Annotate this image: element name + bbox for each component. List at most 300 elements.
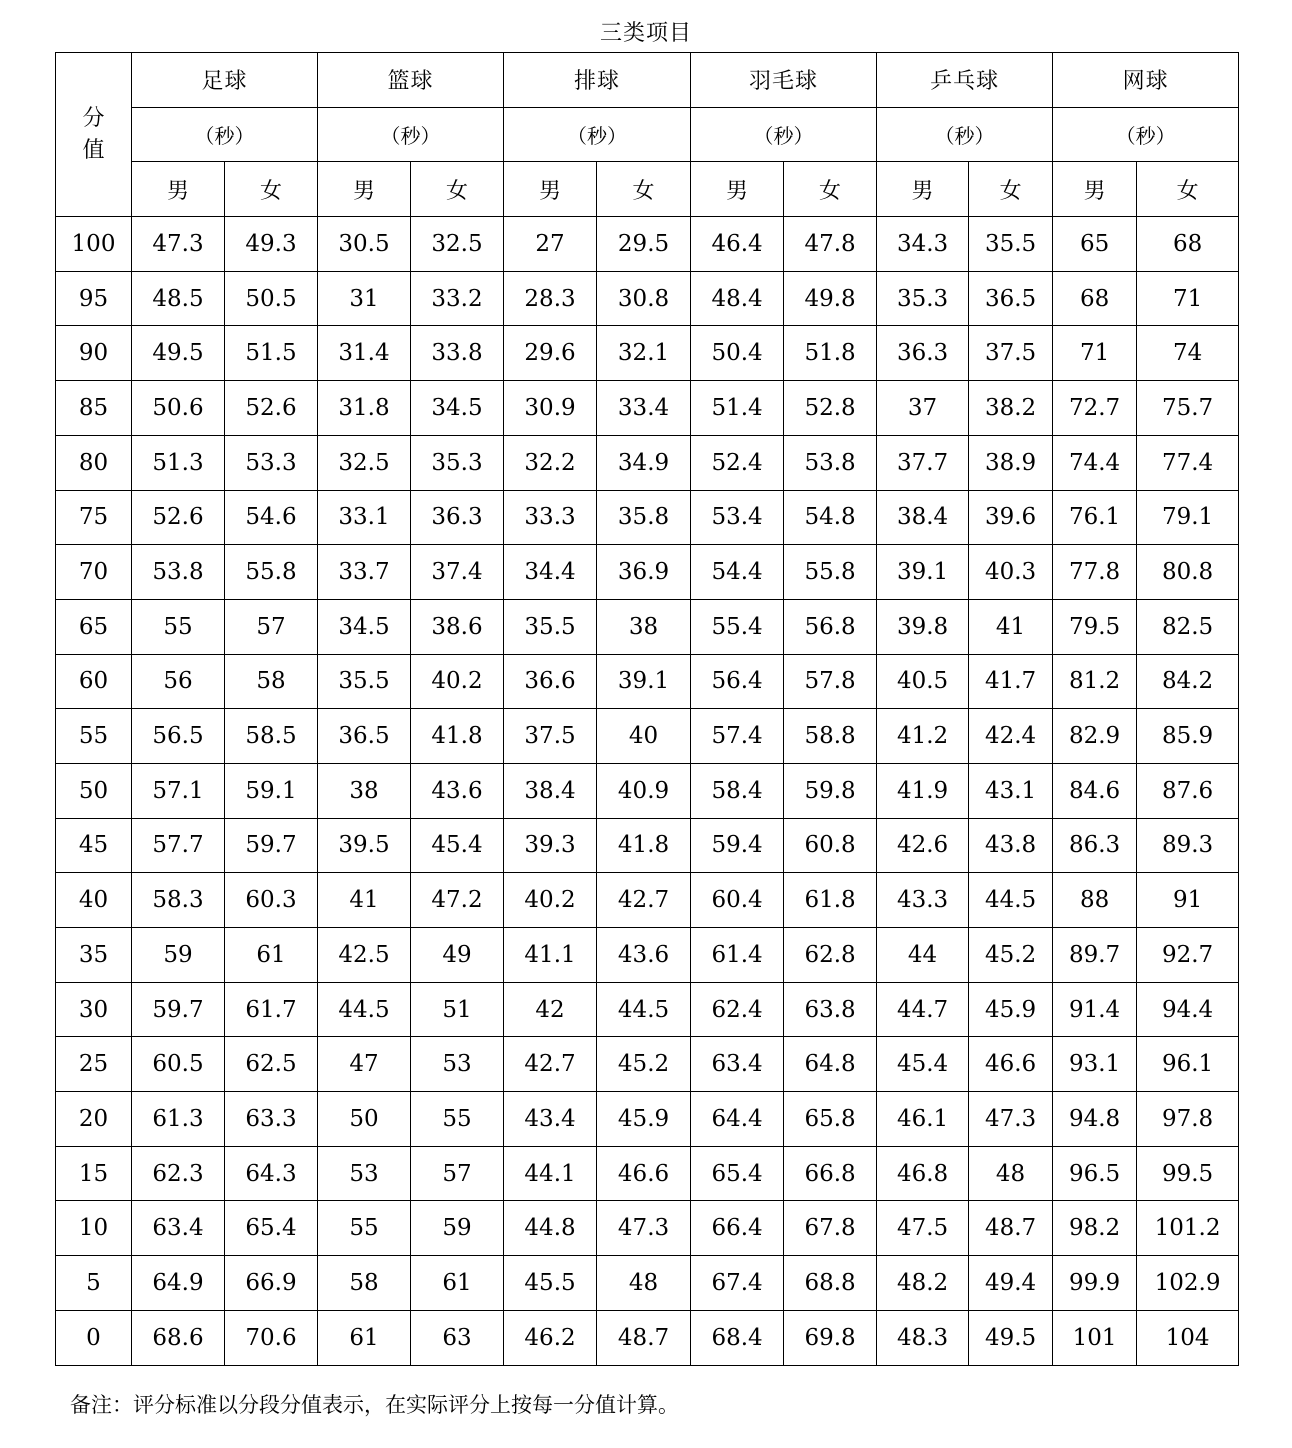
- value-cell: 41.7: [969, 654, 1053, 709]
- value-cell: 30.5: [318, 217, 411, 272]
- value-cell: 68: [1137, 217, 1239, 272]
- value-cell: 65.4: [691, 1146, 784, 1201]
- value-cell: 67.4: [691, 1256, 784, 1311]
- value-cell: 43.4: [504, 1092, 597, 1147]
- value-cell: 64.9: [132, 1256, 225, 1311]
- value-cell: 50: [318, 1092, 411, 1147]
- value-cell: 40.5: [877, 654, 969, 709]
- value-cell: 91.4: [1053, 982, 1137, 1037]
- table-row: [56, 763, 1239, 818]
- value-cell: 36.3: [877, 326, 969, 381]
- value-cell: 62.3: [132, 1146, 225, 1201]
- value-cell: 34.5: [318, 599, 411, 654]
- table-row: [56, 1310, 1239, 1365]
- value-cell: 66.9: [225, 1256, 318, 1311]
- header-row-units: [56, 107, 1239, 162]
- value-cell: 60.8: [784, 818, 877, 873]
- value-cell: 101.2: [1137, 1201, 1239, 1256]
- value-cell: 45.2: [969, 928, 1053, 983]
- table-row: [56, 599, 1239, 654]
- value-cell: 60.4: [691, 873, 784, 928]
- table-row: [56, 654, 1239, 709]
- value-cell: 46.4: [691, 217, 784, 272]
- table-row: [56, 217, 1239, 272]
- value-cell: 37.5: [969, 326, 1053, 381]
- value-cell: 67.8: [784, 1201, 877, 1256]
- sport-header: 篮球: [318, 53, 504, 108]
- value-cell: 34.4: [504, 545, 597, 600]
- value-cell: 44: [877, 928, 969, 983]
- value-cell: 61.4: [691, 928, 784, 983]
- table-row: [56, 435, 1239, 490]
- value-cell: 42.7: [504, 1037, 597, 1092]
- value-cell: 32.5: [318, 435, 411, 490]
- score-table-body: [56, 53, 1239, 1366]
- value-cell: 53.4: [691, 490, 784, 545]
- value-cell: 31.4: [318, 326, 411, 381]
- value-cell: 29.5: [597, 217, 691, 272]
- value-cell: 64.3: [225, 1146, 318, 1201]
- value-cell: 57.7: [132, 818, 225, 873]
- unit-label: （秒）: [877, 107, 1053, 162]
- value-cell: 57.1: [132, 763, 225, 818]
- value-cell: 33.7: [318, 545, 411, 600]
- value-cell: 34.5: [411, 381, 504, 436]
- value-cell: 35.3: [411, 435, 504, 490]
- value-cell: 42.7: [597, 873, 691, 928]
- value-cell: 30.8: [597, 271, 691, 326]
- score-header-char: 分: [82, 105, 105, 131]
- value-cell: 40: [597, 709, 691, 764]
- value-cell: 49.3: [225, 217, 318, 272]
- value-cell: 86.3: [1053, 818, 1137, 873]
- value-cell: 38.6: [411, 599, 504, 654]
- value-cell: 55.4: [691, 599, 784, 654]
- value-cell: 72.7: [1053, 381, 1137, 436]
- table-row: [56, 545, 1239, 600]
- score-cell: 10: [56, 1201, 132, 1256]
- value-cell: 33.3: [504, 490, 597, 545]
- value-cell: 40.2: [411, 654, 504, 709]
- value-cell: 59.7: [132, 982, 225, 1037]
- value-cell: 41.9: [877, 763, 969, 818]
- score-cell: 40: [56, 873, 132, 928]
- value-cell: 43.6: [411, 763, 504, 818]
- value-cell: 39.6: [969, 490, 1053, 545]
- value-cell: 36.5: [318, 709, 411, 764]
- unit-label: （秒）: [691, 107, 877, 162]
- value-cell: 51.4: [691, 381, 784, 436]
- value-cell: 61.7: [225, 982, 318, 1037]
- value-cell: 49.4: [969, 1256, 1053, 1311]
- value-cell: 48.7: [597, 1310, 691, 1365]
- value-cell: 52.8: [784, 381, 877, 436]
- value-cell: 49.8: [784, 271, 877, 326]
- value-cell: 58.5: [225, 709, 318, 764]
- value-cell: 74.4: [1053, 435, 1137, 490]
- value-cell: 41.8: [597, 818, 691, 873]
- value-cell: 48: [969, 1146, 1053, 1201]
- value-cell: 39.8: [877, 599, 969, 654]
- table-row: [56, 928, 1239, 983]
- score-cell: 0: [56, 1310, 132, 1365]
- value-cell: 57.8: [784, 654, 877, 709]
- value-cell: 43.8: [969, 818, 1053, 873]
- female-header: 女: [1137, 162, 1239, 217]
- value-cell: 37: [877, 381, 969, 436]
- score-table: [55, 52, 1239, 1366]
- value-cell: 48.4: [691, 271, 784, 326]
- value-cell: 32.5: [411, 217, 504, 272]
- value-cell: 98.2: [1053, 1201, 1137, 1256]
- value-cell: 55: [132, 599, 225, 654]
- unit-label: （秒）: [504, 107, 691, 162]
- value-cell: 44.8: [504, 1201, 597, 1256]
- value-cell: 99.9: [1053, 1256, 1137, 1311]
- value-cell: 75.7: [1137, 381, 1239, 436]
- value-cell: 46.6: [597, 1146, 691, 1201]
- value-cell: 84.6: [1053, 763, 1137, 818]
- score-cell: 95: [56, 271, 132, 326]
- value-cell: 58: [225, 654, 318, 709]
- value-cell: 45.4: [411, 818, 504, 873]
- value-cell: 27: [504, 217, 597, 272]
- value-cell: 71: [1137, 271, 1239, 326]
- value-cell: 50.5: [225, 271, 318, 326]
- value-cell: 35.8: [597, 490, 691, 545]
- male-header: 男: [318, 162, 411, 217]
- value-cell: 51.8: [784, 326, 877, 381]
- value-cell: 41.8: [411, 709, 504, 764]
- value-cell: 45.5: [504, 1256, 597, 1311]
- score-column-header: [56, 53, 132, 217]
- value-cell: 94.4: [1137, 982, 1239, 1037]
- score-cell: 65: [56, 599, 132, 654]
- value-cell: 88: [1053, 873, 1137, 928]
- value-cell: 49.5: [132, 326, 225, 381]
- value-cell: 104: [1137, 1310, 1239, 1365]
- score-cell: 50: [56, 763, 132, 818]
- footnote: 备注：评分标准以分段分值表示，在实际评分上按每一分值计算。: [70, 1393, 679, 1417]
- table-row: [56, 1256, 1239, 1311]
- value-cell: 53.8: [784, 435, 877, 490]
- value-cell: 52.6: [132, 490, 225, 545]
- value-cell: 34.3: [877, 217, 969, 272]
- score-cell: 75: [56, 490, 132, 545]
- value-cell: 43.3: [877, 873, 969, 928]
- score-cell: 45: [56, 818, 132, 873]
- value-cell: 35.5: [969, 217, 1053, 272]
- value-cell: 28.3: [504, 271, 597, 326]
- value-cell: 81.2: [1053, 654, 1137, 709]
- value-cell: 66.8: [784, 1146, 877, 1201]
- sport-header: 排球: [504, 53, 691, 108]
- value-cell: 38: [597, 599, 691, 654]
- score-cell: 90: [56, 326, 132, 381]
- value-cell: 61: [225, 928, 318, 983]
- value-cell: 65.8: [784, 1092, 877, 1147]
- score-cell: 100: [56, 217, 132, 272]
- table-title: 三类项目: [599, 21, 692, 46]
- value-cell: 36.6: [504, 654, 597, 709]
- table-row: [56, 490, 1239, 545]
- value-cell: 51.3: [132, 435, 225, 490]
- value-cell: 42.6: [877, 818, 969, 873]
- sport-header: 网球: [1053, 53, 1239, 108]
- sport-header: 足球: [132, 53, 318, 108]
- value-cell: 39.1: [597, 654, 691, 709]
- value-cell: 99.5: [1137, 1146, 1239, 1201]
- value-cell: 47.3: [969, 1092, 1053, 1147]
- score-cell: 35: [56, 928, 132, 983]
- score-cell: 20: [56, 1092, 132, 1147]
- score-cell: 70: [56, 545, 132, 600]
- value-cell: 89.7: [1053, 928, 1137, 983]
- value-cell: 35.5: [504, 599, 597, 654]
- value-cell: 42: [504, 982, 597, 1037]
- table-row: [56, 818, 1239, 873]
- value-cell: 96.1: [1137, 1037, 1239, 1092]
- value-cell: 48.7: [969, 1201, 1053, 1256]
- value-cell: 55: [318, 1201, 411, 1256]
- value-cell: 69.8: [784, 1310, 877, 1365]
- value-cell: 61: [411, 1256, 504, 1311]
- value-cell: 47.2: [411, 873, 504, 928]
- value-cell: 55.8: [225, 545, 318, 600]
- value-cell: 97.8: [1137, 1092, 1239, 1147]
- value-cell: 44.5: [318, 982, 411, 1037]
- value-cell: 102.9: [1137, 1256, 1239, 1311]
- value-cell: 58: [318, 1256, 411, 1311]
- value-cell: 68: [1053, 271, 1137, 326]
- value-cell: 61: [318, 1310, 411, 1365]
- value-cell: 96.5: [1053, 1146, 1137, 1201]
- value-cell: 58.8: [784, 709, 877, 764]
- value-cell: 63: [411, 1310, 504, 1365]
- value-cell: 44.5: [597, 982, 691, 1037]
- value-cell: 58.4: [691, 763, 784, 818]
- value-cell: 59.7: [225, 818, 318, 873]
- value-cell: 56.8: [784, 599, 877, 654]
- value-cell: 80.8: [1137, 545, 1239, 600]
- value-cell: 66.4: [691, 1201, 784, 1256]
- value-cell: 49.5: [969, 1310, 1053, 1365]
- value-cell: 45.9: [597, 1092, 691, 1147]
- value-cell: 71: [1053, 326, 1137, 381]
- value-cell: 63.4: [132, 1201, 225, 1256]
- value-cell: 65: [1053, 217, 1137, 272]
- score-cell: 60: [56, 654, 132, 709]
- value-cell: 46.1: [877, 1092, 969, 1147]
- score-cell: 85: [56, 381, 132, 436]
- value-cell: 33.1: [318, 490, 411, 545]
- table-row: [56, 709, 1239, 764]
- value-cell: 41: [969, 599, 1053, 654]
- value-cell: 54.4: [691, 545, 784, 600]
- value-cell: 59.4: [691, 818, 784, 873]
- value-cell: 58.3: [132, 873, 225, 928]
- value-cell: 59.8: [784, 763, 877, 818]
- value-cell: 47.3: [597, 1201, 691, 1256]
- value-cell: 42.4: [969, 709, 1053, 764]
- value-cell: 50.6: [132, 381, 225, 436]
- value-cell: 82.5: [1137, 599, 1239, 654]
- female-header: 女: [225, 162, 318, 217]
- value-cell: 52.6: [225, 381, 318, 436]
- value-cell: 35.3: [877, 271, 969, 326]
- value-cell: 53.3: [225, 435, 318, 490]
- value-cell: 49: [411, 928, 504, 983]
- value-cell: 38.9: [969, 435, 1053, 490]
- value-cell: 36.5: [969, 271, 1053, 326]
- value-cell: 43.6: [597, 928, 691, 983]
- value-cell: 64.8: [784, 1037, 877, 1092]
- header-row-gender: [56, 162, 1239, 217]
- value-cell: 92.7: [1137, 928, 1239, 983]
- value-cell: 44.5: [969, 873, 1053, 928]
- value-cell: 46.8: [877, 1146, 969, 1201]
- value-cell: 70.6: [225, 1310, 318, 1365]
- table-row: [56, 1037, 1239, 1092]
- table-row: [56, 271, 1239, 326]
- value-cell: 30.9: [504, 381, 597, 436]
- value-cell: 32.1: [597, 326, 691, 381]
- value-cell: 65.4: [225, 1201, 318, 1256]
- value-cell: 38.2: [969, 381, 1053, 436]
- value-cell: 55: [411, 1092, 504, 1147]
- value-cell: 37.4: [411, 545, 504, 600]
- value-cell: 40.3: [969, 545, 1053, 600]
- value-cell: 45.4: [877, 1037, 969, 1092]
- unit-label: （秒）: [1053, 107, 1239, 162]
- value-cell: 76.1: [1053, 490, 1137, 545]
- value-cell: 41: [318, 873, 411, 928]
- male-header: 男: [132, 162, 225, 217]
- value-cell: 35.5: [318, 654, 411, 709]
- female-header: 女: [411, 162, 504, 217]
- female-header: 女: [784, 162, 877, 217]
- value-cell: 37.5: [504, 709, 597, 764]
- score-cell: 25: [56, 1037, 132, 1092]
- value-cell: 79.5: [1053, 599, 1137, 654]
- value-cell: 59: [411, 1201, 504, 1256]
- unit-label: （秒）: [132, 107, 318, 162]
- value-cell: 47.5: [877, 1201, 969, 1256]
- table-row: [56, 1201, 1239, 1256]
- value-cell: 56: [132, 654, 225, 709]
- value-cell: 79.1: [1137, 490, 1239, 545]
- value-cell: 62.4: [691, 982, 784, 1037]
- value-cell: 60.5: [132, 1037, 225, 1092]
- value-cell: 40.2: [504, 873, 597, 928]
- value-cell: 93.1: [1053, 1037, 1137, 1092]
- value-cell: 48.5: [132, 271, 225, 326]
- value-cell: 44.7: [877, 982, 969, 1037]
- table-row: [56, 1146, 1239, 1201]
- value-cell: 85.9: [1137, 709, 1239, 764]
- value-cell: 36.9: [597, 545, 691, 600]
- value-cell: 57.4: [691, 709, 784, 764]
- value-cell: 40.9: [597, 763, 691, 818]
- value-cell: 47: [318, 1037, 411, 1092]
- value-cell: 63.3: [225, 1092, 318, 1147]
- value-cell: 84.2: [1137, 654, 1239, 709]
- value-cell: 51.5: [225, 326, 318, 381]
- value-cell: 62.8: [784, 928, 877, 983]
- table-row: [56, 1092, 1239, 1147]
- value-cell: 44.1: [504, 1146, 597, 1201]
- value-cell: 63.4: [691, 1037, 784, 1092]
- value-cell: 29.6: [504, 326, 597, 381]
- value-cell: 68.8: [784, 1256, 877, 1311]
- value-cell: 38.4: [877, 490, 969, 545]
- value-cell: 59.1: [225, 763, 318, 818]
- value-cell: 39.3: [504, 818, 597, 873]
- sport-header: 乒乓球: [877, 53, 1053, 108]
- value-cell: 91: [1137, 873, 1239, 928]
- value-cell: 53.8: [132, 545, 225, 600]
- value-cell: 53: [318, 1146, 411, 1201]
- value-cell: 47.3: [132, 217, 225, 272]
- score-cell: 30: [56, 982, 132, 1037]
- value-cell: 33.4: [597, 381, 691, 436]
- value-cell: 77.8: [1053, 545, 1137, 600]
- value-cell: 52.4: [691, 435, 784, 490]
- value-cell: 36.3: [411, 490, 504, 545]
- value-cell: 33.8: [411, 326, 504, 381]
- value-cell: 46.2: [504, 1310, 597, 1365]
- value-cell: 33.2: [411, 271, 504, 326]
- sport-header: 羽毛球: [691, 53, 877, 108]
- value-cell: 42.5: [318, 928, 411, 983]
- score-cell: 15: [56, 1146, 132, 1201]
- value-cell: 37.7: [877, 435, 969, 490]
- value-cell: 61.8: [784, 873, 877, 928]
- value-cell: 55.8: [784, 545, 877, 600]
- score-cell: 5: [56, 1256, 132, 1311]
- header-row-sports: [56, 53, 1239, 108]
- value-cell: 74: [1137, 326, 1239, 381]
- score-cell: 55: [56, 709, 132, 764]
- value-cell: 87.6: [1137, 763, 1239, 818]
- value-cell: 31.8: [318, 381, 411, 436]
- value-cell: 48.3: [877, 1310, 969, 1365]
- female-header: 女: [969, 162, 1053, 217]
- value-cell: 59: [132, 928, 225, 983]
- value-cell: 48: [597, 1256, 691, 1311]
- table-row: [56, 326, 1239, 381]
- unit-label: （秒）: [318, 107, 504, 162]
- value-cell: 54.8: [784, 490, 877, 545]
- table-row: [56, 381, 1239, 436]
- value-cell: 50.4: [691, 326, 784, 381]
- value-cell: 68.4: [691, 1310, 784, 1365]
- value-cell: 45.2: [597, 1037, 691, 1092]
- value-cell: 62.5: [225, 1037, 318, 1092]
- value-cell: 77.4: [1137, 435, 1239, 490]
- value-cell: 39.5: [318, 818, 411, 873]
- value-cell: 57: [225, 599, 318, 654]
- value-cell: 41.2: [877, 709, 969, 764]
- value-cell: 48.2: [877, 1256, 969, 1311]
- value-cell: 32.2: [504, 435, 597, 490]
- value-cell: 46.6: [969, 1037, 1053, 1092]
- table-row: [56, 982, 1239, 1037]
- value-cell: 68.6: [132, 1310, 225, 1365]
- value-cell: 61.3: [132, 1092, 225, 1147]
- value-cell: 60.3: [225, 873, 318, 928]
- value-cell: 41.1: [504, 928, 597, 983]
